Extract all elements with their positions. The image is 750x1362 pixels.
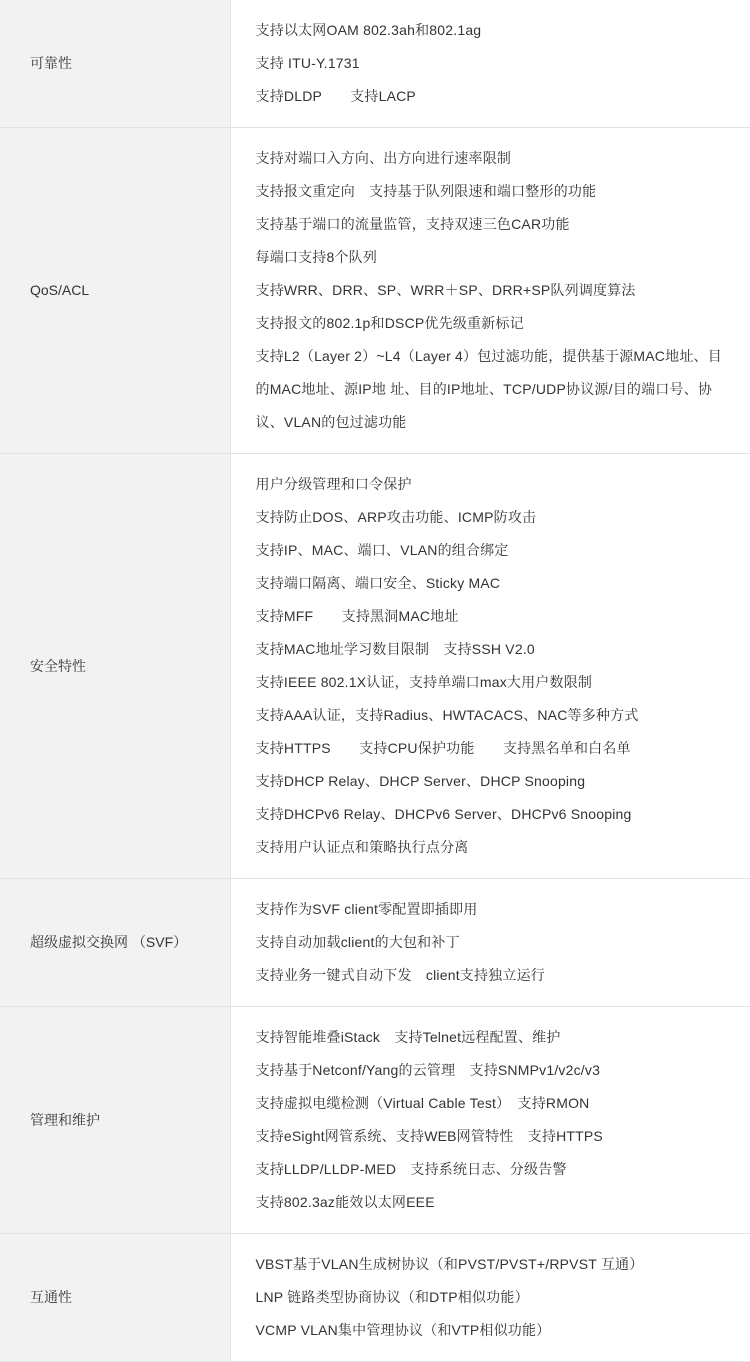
value-line: 支持基于Netconf/Yang的云管理 支持SNMPv1/v2c/v3 (255, 1062, 601, 1078)
category-cell: 互通性 (0, 1234, 230, 1362)
category-cell: 安全特性 (0, 454, 230, 879)
value-line: 支持报文重定向 支持基于队列限速和端口整形的功能 (255, 183, 597, 199)
value-cell (230, 128, 750, 454)
category-cell: 超级虚拟交换网 （SVF） (0, 879, 230, 1007)
table-row (0, 1234, 750, 1362)
category-cell: QoS/ACL (0, 128, 230, 454)
table-row (0, 0, 750, 128)
value-line: 支持作为SVF client零配置即插即用 (255, 901, 478, 917)
value-line: 每端口支持8个队列 (255, 249, 378, 265)
value-line: 支持eSight网管系统、支持WEB网管特性 支持HTTPS (255, 1128, 603, 1144)
value-line: 支持防止DOS、ARP攻击功能、ICMP防攻击 (255, 509, 537, 525)
value-cell (230, 1234, 750, 1362)
value-line: 支持 ITU-Y.1731 (255, 55, 360, 71)
value-line: 支持MAC地址学习数目限制 支持SSH V2.0 (255, 641, 535, 657)
value-line: 支持智能堆叠iStack 支持Telnet远程配置、维护 (255, 1029, 561, 1045)
value-line: 支持用户认证点和策略执行点分离 (255, 839, 469, 855)
value-line: 支持以太网OAM 802.3ah和802.1ag (255, 22, 482, 38)
value-line: 支持虚拟电缆检测（Virtual Cable Test） 支持RMON (255, 1095, 590, 1111)
value-line: 支持报文的802.1p和DSCP优先级重新标记 (255, 315, 524, 331)
value-line: 支持AAA认证，支持Radius、HWTACACS、NAC等多种方式 (255, 707, 639, 723)
category-cell: 管理和维护 (0, 1007, 230, 1234)
value-line: 支持WRR、DRR、SP、WRR＋SP、DRR+SP队列调度算法 (255, 282, 636, 298)
value-cell (230, 1007, 750, 1234)
value-line: 支持端口隔离、端口安全、Sticky MAC (255, 575, 501, 591)
table-row (0, 454, 750, 879)
value-line: VBST基于VLAN生成树协议（和PVST/PVST+/RPVST 互通） (255, 1256, 644, 1272)
value-line: 用户分级管理和口令保护 (255, 476, 412, 492)
value-line: 支持802.3az能效以太网EEE (255, 1194, 435, 1210)
value-line: 支持业务一键式自动下发 client支持独立运行 (255, 967, 545, 983)
table-row (0, 1007, 750, 1234)
value-line: 支持IEEE 802.1X认证，支持单端口max大用户数限制 (255, 674, 593, 690)
value-line: 支持IP、MAC、端口、VLAN的组合绑定 (255, 542, 509, 558)
category-cell: 可靠性 (0, 0, 230, 128)
value-line: 支持基于端口的流量监管，支持双速三色CAR功能 (255, 216, 570, 232)
value-line: 支持HTTPS 支持CPU保护功能 支持黑名单和白名单 (255, 740, 631, 756)
value-line: 支持L2（Layer 2）~L4（Layer 4）包过滤功能，提供基于源MAC地址、目的MAC地址、源IP地 址、目的IP地址、TCP/UDP协议源/目的端口号、协议、VLAN的包过滤功能 (255, 348, 722, 430)
value-line: 支持DHCPv6 Relay、DHCPv6 Server、DHCPv6 Snooping (255, 806, 632, 822)
value-cell (230, 879, 750, 1007)
value-line: 支持MFF 支持黑洞MAC地址 (255, 608, 459, 624)
value-line: 支持对端口入方向、出方向进行速率限制 (255, 150, 512, 166)
value-line: 支持DHCP Relay、DHCP Server、DHCP Snooping (255, 773, 586, 789)
value-cell (230, 0, 750, 128)
value-line: 支持LLDP/LLDP-MED 支持系统日志、分级告警 (255, 1161, 567, 1177)
table-row (0, 879, 750, 1007)
value-line: 支持自动加载client的大包和补丁 (255, 934, 460, 950)
value-line: 支持DLDP 支持LACP (255, 88, 416, 104)
value-line: VCMP VLAN集中管理协议（和VTP相似功能） (255, 1322, 551, 1338)
value-line: LNP 链路类型协商协议（和DTP相似功能） (255, 1289, 529, 1305)
table-row (0, 128, 750, 454)
value-cell (230, 454, 750, 879)
